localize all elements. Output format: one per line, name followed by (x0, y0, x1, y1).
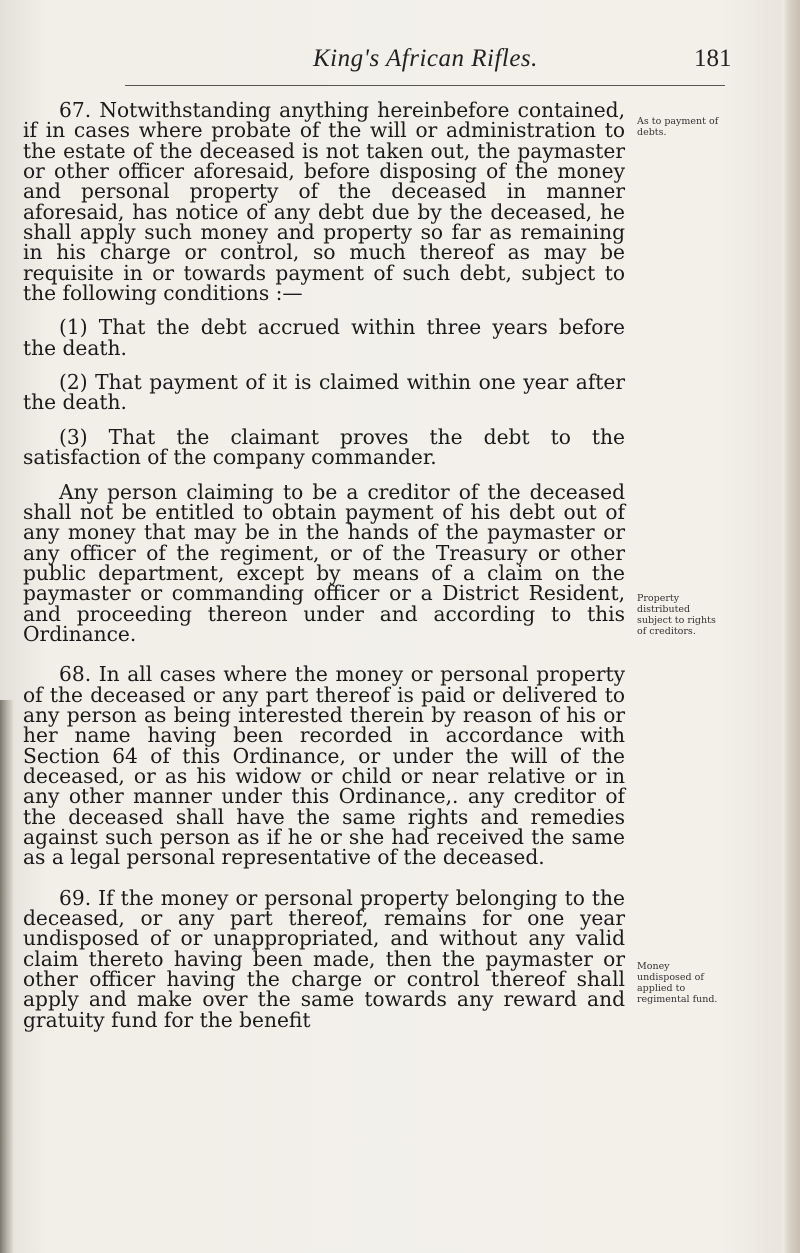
margin-note-section-67: As to payment of debts. (637, 116, 719, 138)
body-text (23, 100, 625, 1030)
margin-note-section-69: Money undisposed of applied to regimental fund. (637, 961, 718, 1005)
condition-1: (1) That the debt accrued within three years before the death. (23, 315, 625, 360)
running-head-title: King's African Rifles. (313, 45, 538, 72)
section-67-paragraph: 67. Notwithstanding anything hereinbefore contained, if in cases where probate of the will or administration to the estate of the deceased is not taken out, the paymaster or other officer aforesaid, before disposing of the money and personal property of the deceased in manner aforesaid, has notice of any debt due by the deceased, he shall apply such money and property so far as remaining in his charge or control, so much thereof as may be requisite in or towards payment of such debt, subject to the following conditions :— (23, 98, 625, 306)
header-rule (125, 85, 725, 86)
creditor-claim-paragraph: Any person claiming to be a creditor of the deceased shall not be entitled to obtain payment of his debt out of any money that may be in the hands of the paymaster or any officer of the regiment, or of the Treasury or other public department, except by means of a claim on the paymaster or commanding officer or a District Resident, and proceeding thereon under and according to this Ordinance. (23, 479, 625, 646)
condition-2: (2) That payment of it is claimed within one year after the death. (23, 370, 625, 415)
margin-note-section-68: Property distributed subject to rights of creditors. (637, 593, 716, 637)
condition-3: (3) That the claimant proves the debt to the satisfaction of the company commander. (23, 424, 625, 470)
binding-shadow (0, 700, 14, 1253)
section-68-paragraph: 68. In all cases where the money or personal property of the deceased or any part thereof is paid or delivered to any person as being interested therein by reason of his or her name having been recorded in accordance with Section 64 of this Ordinance, or under the will of the deceased, or as his widow or child or near relative or in any other manner under this Ordinance,. any creditor of the deceased shall have the same rights and remedies against such person as if he or she had received the same as a legal personal representative of the deceased. (23, 662, 625, 870)
page-number: 181 (694, 45, 732, 72)
running-head (0, 45, 800, 85)
section-69-paragraph: 69. If the money or personal property belonging to the deceased, or any part thereof, remains for one year undisposed of or unappropriated, and without any valid claim thereto having been made, then the paymaster or other officer having the charge or control thereof shall apply and make over the same towards any reward and gratuity fund for the benefit (23, 885, 625, 1032)
page-edge (782, 0, 800, 1253)
